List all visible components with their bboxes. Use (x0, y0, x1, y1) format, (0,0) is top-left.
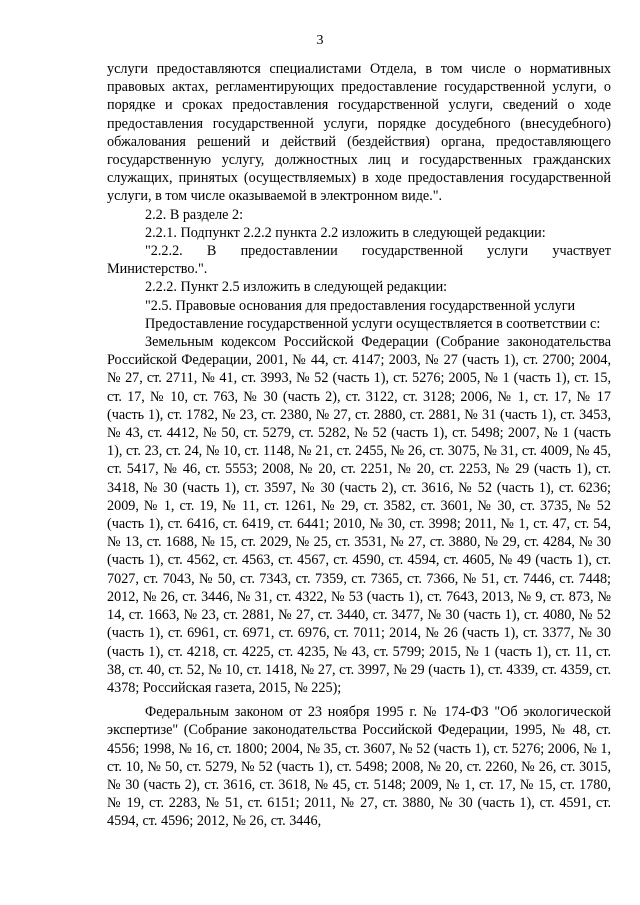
paragraph-subsection-2-2-1: 2.2.1. Подпункт 2.2.2 пункта 2.2 изложить в следующей редакции: (145, 224, 546, 241)
page-number: 3 (316, 33, 324, 48)
paragraph-quote-2-2-2: "2.2.2. В предоставлении государственной услуги участвует Министерство.". (107, 243, 611, 278)
paragraph-quote-2-5: "2.5. Правовые основания для предоставления государственной услуги (145, 297, 576, 314)
paragraph-federal-law-174: Федеральным законом от 23 ноября 1995 г. № 174-ФЗ "Об экологической экспертизе" (Собрание законодательства Российской Федерации, 1995, № 48, ст. 4556; 1998, № 16, ст. 1800; 2004, № 35, ст. 3607, № 52 (часть 1), ст. 5276; 2006, № 1, ст. 10, № 50, ст. 5279, № 52 (часть 1), ст. 5498; 2008, № 20, ст. 2260, № 26, ст. 3015, № 30 (часть 2), ст. 3616, ст. 3618, № 45, ст. 5148; 2009, № 1, ст. 17, № 15, ст. 1780, № 19, ст. 2283, № 51, ст. 6151; 2011, № 27, ст. 3880, № 30 (часть 1), ст. 4591, ст. 4594, ст. 4596; 2012, № 26, ст. 3446, (107, 704, 611, 830)
paragraph-land-code: Земельным кодексом Российской Федерации (Собрание законодательства Российской Федерации, 2001, № 44, ст. 4147; 2003, № 27 (часть 1), ст. 2700; 2004, № 27, ст. 2711, № 41, ст. 3993, № 52 (часть 1), ст. 5276; 2005, № 1 (часть 1), ст. 15, ст. 17, № 10, ст. 763, № 30 (часть 2), ст. 3122, ст. 3128; 2006, № 1, ст. 17, № 17 (часть 1), ст. 1782, № 23, ст. 2380, № 27, ст. 2880, ст. 2881, № 31 (часть 1), ст. 3453, № 43, ст. 4412, № 50, ст. 5279, ст. 5282, № 52 (часть 1), ст. 5498; 2007, № 1 (часть 1), ст. 23, ст. 24, № 10, ст. 1148, № 21, ст. 2455, № 26, ст. 3075, № 31, ст. 4009, № 45, ст. 5417, № 46, ст. 5553; 2008, № 20, ст. 2251, № 20, ст. 2253, № 29 (часть 1), ст. 3418, № 30 (часть 1), ст. 3597, № 30 (часть 2), ст. 3616, № 52 (часть 1), ст. 6236; 2009, № 1, ст. 19, № 11, ст. 1261, № 29, ст. 3582, ст. 3601, № 30, ст. 3735, № 52 (часть 1), ст. 6416, ст. 6419, ст. 6441; 2010, № 30, ст. 3998; 2011, № 1, ст. 47, ст. 54, № 13, ст. 1688, № 15, ст. 2029, № 25, ст. 3531, № 27, ст. 3880, № 29, ст. 4284, № 30 (часть 1), ст. 4562, ст. 4563, ст. 4567, ст. 4590, ст. 4594, ст. 4605, № 49 (часть 1), ст. 7027, ст. 7043, № 50, ст. 7343, ст. 7359, ст. 7365, ст. 7366, № 51, ст. 7446, ст. 7448; 2012, № 26, ст. 3446, № 31, ст. 4322, № 53 (часть 1), ст. 7643, 2013, № 9, ст. 873, № 14, ст. 1663, № 23, ст. 2881, № 27, ст. 3440, ст. 3477, № 30 (часть 1), ст. 4080, № 52 (часть 1), ст. 6961, ст. 6971, ст. 6976, ст. 7011; 2014, № 26 (часть 1), ст. 3377, № 30 (часть 1), ст. 4218, ст. 4225, ст. 4235, № 43, ст. 5799; 2015, № 1 (часть 1), ст. 11, ст. 38, ст. 40, ст. 52, № 10, ст. 1418, № 27, ст. 3997, № 29 (часть 1), ст. 4339, ст. 4359, ст. 4378; Российская газета, 2015, № 225); (107, 334, 611, 696)
document-body (107, 60, 611, 831)
paragraph-legal-basis: Предоставление государственной услуги осуществляется в соответствии с: (145, 315, 601, 332)
paragraph-section-2-2: 2.2. В разделе 2: (145, 206, 244, 223)
paragraph-continued: услуги предоставляются специалистами Отдела, в том числе о нормативных правовых актах, регламентирующих предоставление государственной услуги, о порядке и сроках предоставления государственной услуги, сведений о ходе предоставления государственной услуги, порядке досудебного (внесудебного) обжалования решений и действий (бездействия) органа, предоставляющего государственную услугу, должностных лиц и государственных гражданских служащих, принятых (осуществляемых) в ходе предоставления государственной услуги, в том числе оказываемой в электронном виде.". (107, 61, 611, 205)
paragraph-subsection-2-2-2: 2.2.2. Пункт 2.5 изложить в следующей редакции: (145, 279, 448, 296)
